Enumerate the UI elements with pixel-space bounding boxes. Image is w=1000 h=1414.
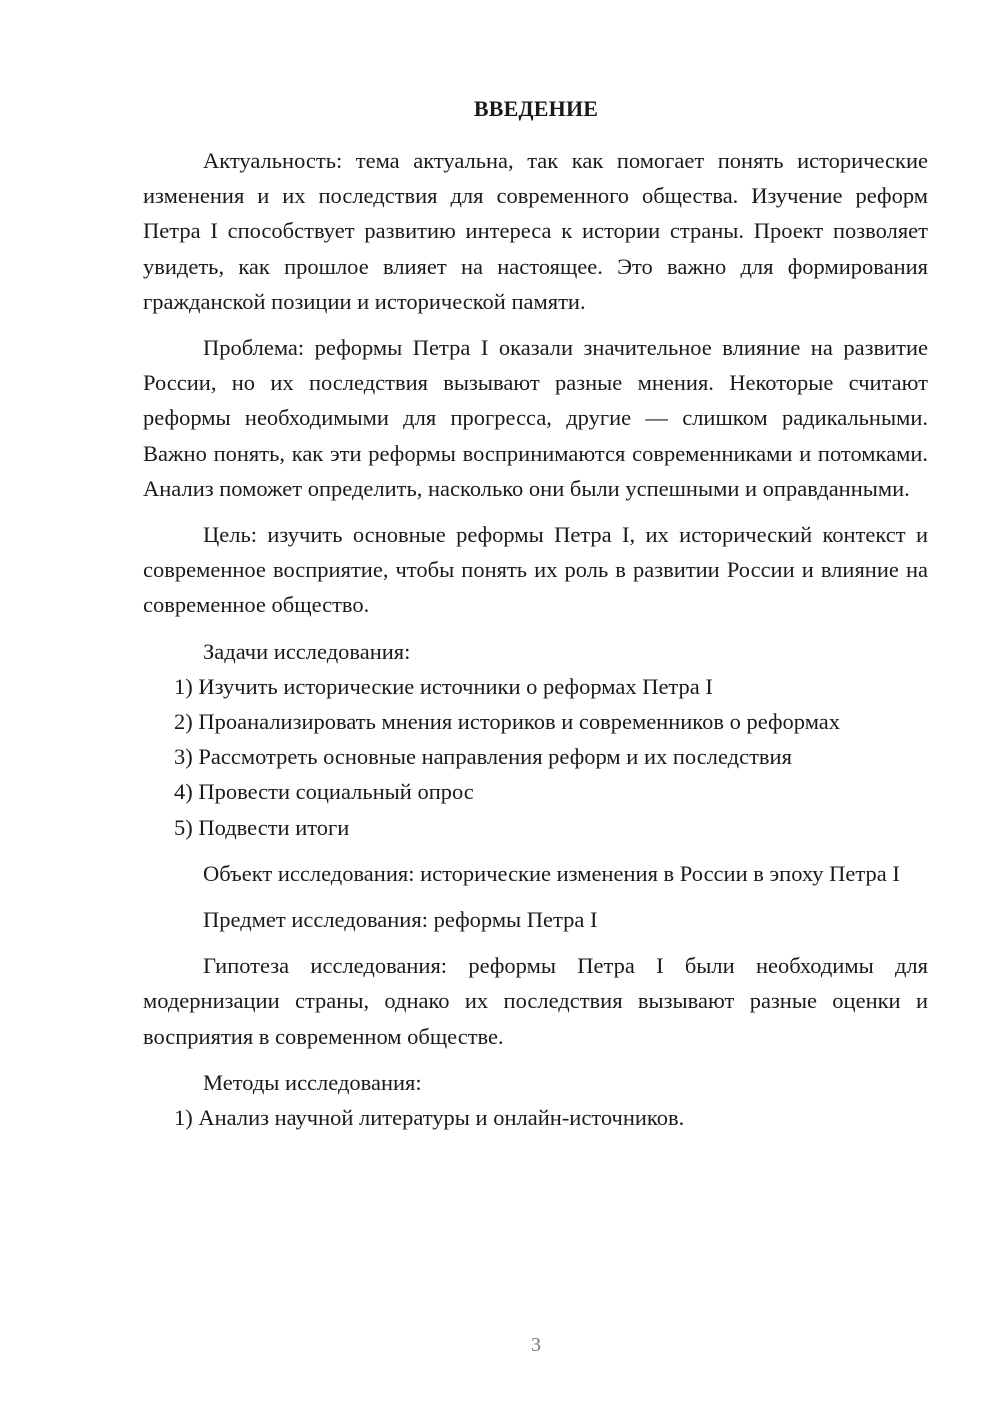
goal-paragraph: Цель: изучить основные реформы Петра I, их исторический контекст и современное восприятие, чтобы понять их роль в развитии России и влияние на современное общество. bbox=[143, 522, 928, 618]
tasks-heading: Задачи исследования: bbox=[203, 638, 411, 664]
task-item: 4) Провести социальный опрос bbox=[174, 779, 474, 805]
problem-paragraph: Проблема: реформы Петра I оказали значительное влияние на развитие России, но их последствия вызывают разные мнения. Некоторые считают реформы необходимыми для прогресса, другие — слишком радикальными. Важно понять, как эти реформы воспринимаются современниками и потомками. Анализ поможет определить, насколько они были успешными и оправданными. bbox=[143, 335, 928, 501]
methods-heading: Методы исследования: bbox=[203, 1069, 422, 1095]
method-item: 1) Анализ научной литературы и онлайн-источников. bbox=[174, 1105, 685, 1131]
document-body bbox=[143, 143, 928, 1135]
task-item: 2) Проанализировать мнения историков и современников о реформах bbox=[174, 709, 841, 735]
task-item: 5) Подвести итоги bbox=[174, 814, 350, 840]
task-item: 1) Изучить исторические источники о реформах Петра I bbox=[174, 673, 713, 699]
page-title: ВВЕДЕНИЕ bbox=[473, 96, 599, 121]
relevance-paragraph: Актуальность: тема актуальна, так как помогает понять исторические изменения и их последствия для современного общества. Изучение реформ Петра I способствует развитию интереса к истории страны. Проект позволяет увидеть, как прошлое влияет на настоящее. Это важно для формирования гражданской позиции и исторической памяти. bbox=[143, 148, 928, 314]
subject-paragraph: Предмет исследования: реформы Петра I bbox=[203, 907, 598, 933]
object-paragraph: Объект исследования: исторические изменения в России в эпоху Петра I bbox=[203, 860, 900, 886]
page-number: 3 bbox=[531, 1334, 541, 1356]
hypothesis-paragraph: Гипотеза исследования: реформы Петра I были необходимы для модернизации страны, однако их последствия вызывают разные оценки и восприятия в современном обществе. bbox=[143, 953, 928, 1049]
task-item: 3) Рассмотреть основные направления реформ и их последствия bbox=[174, 744, 792, 770]
